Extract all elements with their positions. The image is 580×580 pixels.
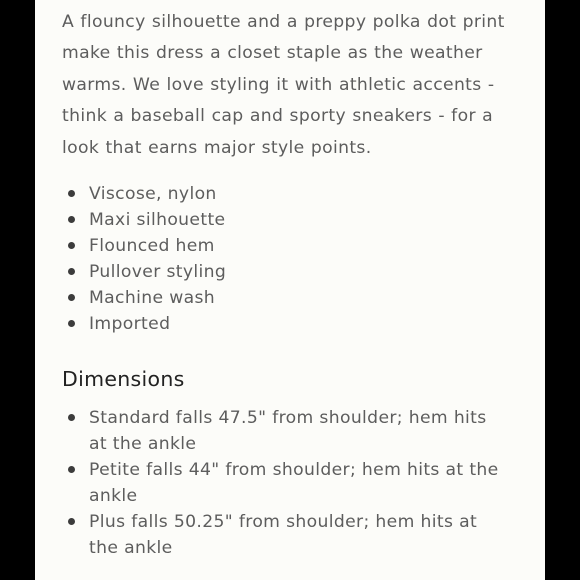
bullet-icon <box>68 268 75 275</box>
feature-text: Flounced hem <box>89 236 215 257</box>
dimension-text: Plus falls 50.25" from shoulder; hem hits at the ankle <box>89 512 478 559</box>
feature-text: Maxi silhouette <box>89 210 226 231</box>
dimensions-list <box>62 405 532 561</box>
dimension-item <box>62 405 499 457</box>
bullet-icon <box>68 190 75 197</box>
dimensions-heading: Dimensions <box>62 367 185 392</box>
product-description: A flouncy silhouette and a preppy polka dot print make this dress a closet staple as the weather warms. We love styling it with athletic accents - think a baseball cap and sporty sneakers - for a look that earns major style points. <box>62 12 505 158</box>
product-details-panel <box>35 0 545 580</box>
bullet-icon <box>68 294 75 301</box>
feature-text: Viscose, nylon <box>89 184 217 205</box>
bullet-icon <box>68 242 75 249</box>
feature-item <box>62 181 532 207</box>
dimension-text: Petite falls 44" from shoulder; hem hits at the ankle <box>89 460 499 507</box>
feature-item <box>62 311 532 337</box>
dimension-item <box>62 457 499 509</box>
bullet-icon <box>68 518 75 525</box>
bullet-icon <box>68 320 75 327</box>
feature-list <box>62 181 532 337</box>
bullet-icon <box>68 466 75 473</box>
feature-text: Pullover styling <box>89 262 227 283</box>
bullet-icon <box>68 216 75 223</box>
dimension-item <box>62 509 499 561</box>
feature-item <box>62 207 532 233</box>
feature-item <box>62 259 532 285</box>
feature-item <box>62 285 532 311</box>
bullet-icon <box>68 414 75 421</box>
feature-text: Machine wash <box>89 288 216 309</box>
feature-text: Imported <box>89 314 171 335</box>
dimension-text: Standard falls 47.5" from shoulder; hem hits at the ankle <box>89 408 487 455</box>
product-details-content <box>62 7 532 561</box>
feature-item <box>62 233 532 259</box>
